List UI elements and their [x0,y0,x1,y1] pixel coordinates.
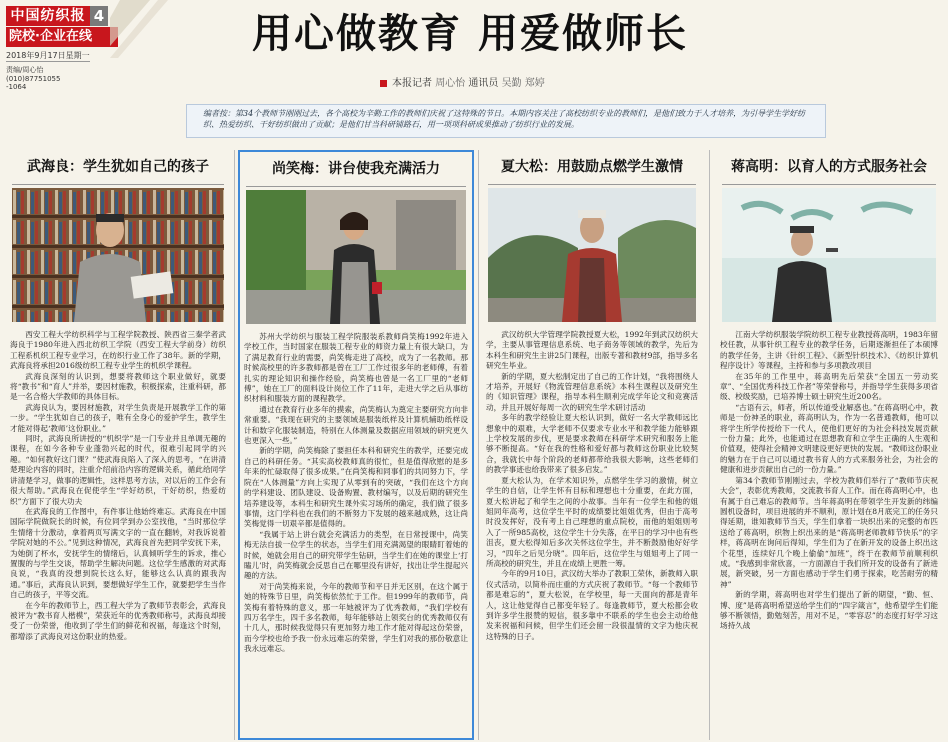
paragraph: 武汉纺织大学管理学院教授夏大松，1992年到武汉纺织大学，主要从事管理信息系统、电子商务等领域的教学，先后为本科生和研究生主讲25门课程，出版专著和教材9部，指导多名研究生毕业。 [486,330,698,371]
paragraph: 第34个教师节刚刚过去，学校为教师们举行了“教师节庆祝大会”，表彰优秀教师，交流教书育人工作。而在蒋高明心中，也有属于自己难忘的教师节。当年蒋高明在带领学生开发新的纬编圆机设备时，项目进展的并不顺利，原计划在8月底完工的任务只得延期，谁知教师节当天，学生们拿着一块织出来的完整的布匹送给了蒋高明，织物上织出来的是“蒋高明老师教师节快乐”的字样，蒋高明在询问后得知，学生们为了在新开发的设备上织出这个花型，连续好几个晚上偷偷“加班”，终于在教师节前顺利织成。“我感到非常欣喜，一方面源自于我们所开发的设备有了新进展，新突破，另一方面也感动于学生们勇于探索，吃苦耐劳的精神” [720,475,938,589]
article-title: 夏大松：用鼓励点燃学生激情 [482,156,702,178]
byline [380,74,545,89]
editor-note: 编者按：第34个教师节刚刚过去，各个高校为辛勤工作的教师们庆祝了这特殊的节日。本期内容关注了高校纺织专业的教师们，是他们致力于人才培养，为引导学生学好纺织、热爱纺织、干好纺织做出了贡献；是他们甘当科研铺路石，用一项项科研成果推动了纺织行业的发展。 [186,104,826,138]
article-body [244,332,468,738]
newspaper-logo: 中国纺织报 [6,6,90,26]
paragraph: 今年的9月10日，武汉纺大举办了教职工荣休，新教师入职仪式活动，以简朴而庄重的方式庆祝了教师节。“每一个教师节都是难忘的”，夏大松说，在学校里，每一天面向的都是青年人，这让他觉得自己都变年轻了。每逢教师节，夏大松都会收到许多学生报赞的短信，很多靠中不联系的学生也会主动给他发来祝福和问候，但学生们还会留一段很温情的文字为他庆祝这特殊的日子。 [486,569,698,641]
profile-article-highlighted [238,150,474,740]
paragraph: 新的学期，尚笑梅除了要担任本科和研究生的教学，还要完成自己的科研任务。“其实高校教师真的很忙，但是值得欣慰的是多年来的忙碌取得了很多成果。”在尚笑梅和同事们的共同努力下，学院在“人体测量”方向上实现了从零到有的突破，“我们在这个方向的学科建设、团队建设、设备购置、教材编写，以及后期的研究生培养建设等，本科生和研究生课外实习场所的确定，我们做了很多事情，这门学科也在我们的不断努力下发展的越来越成熟，这让尚笑梅觉得一切艰辛都是值得的。 [244,446,468,529]
column-divider [234,150,235,740]
paragraph: 西安工程大学纺织科学与工程学院教授、陕西省三秦学者武海良于1980年进入西北纺织工学院（西安工程大学前身）纺织工程系机织工程专业学习，在纺织行业工作了38年。新的学期，武海良将承担2016级纺织工程专业学生的机织学课程。 [10,330,226,371]
paragraph: 江南大学纺织服装学院纺织工程专业教授蒋高明，1983年留校任教，从事针织工程专业的教学任务，后期逐渐担任了本硕博的教学任务，主讲《针织工程》、《新型针织技术》、《纺织计算机程序设计》等课程，主持和参与多项教改项目 [720,330,938,371]
page-headline: 用心做教育 用爱做师长 [252,11,688,57]
article-title: 尚笑梅：讲台使我充满活力 [240,158,472,180]
profile-article [6,150,230,740]
issue-date: 2018年9月17日星期一 [6,51,90,60]
masthead [0,0,205,96]
diagonal-stripe-decoration [110,0,210,58]
portrait-photo [246,190,466,324]
profile-article [716,150,942,740]
paragraph: 新的学期，夏大松制定出了自己的工作计划，“我将围绕人才培养，开展好《物流管理信息系统》本科生课程以及研究生的《知识管理》课程，指导本科生顺利完成学年论文和竞赛活动，并且开展好每周一次的研究生学术研讨活动 [486,371,698,412]
editor-line: -1064 [6,83,27,91]
editor-line: (010)87751055 [6,74,61,83]
paragraph: 在35年的工作里中，蒋高明先后荣获“全国五一劳动奖章”、“全国优秀科技工作者”等荣誉称号，并指导学生获得多项省级、校级奖励，已培养博士硕士研究生近200名。 [720,371,938,402]
paragraph: 通过在教育行业多年的摸索，尚笑梅认为奠定主要研究方向非常重要。“我现在研究的主要领域是服装纸样及计算机辅助纸样设计和数字化服装制造，特别在人体测量及数据应用领域的研究更久也更深入一些。” [244,404,468,446]
paragraph: 对于尚笑梅来说，今年的教师节和平日并无区别，在这个属于她的特殊节日里，尚笑梅依然忙于工作。但1999年的教师节，尚笑梅有着特殊的意义，那一年她被评为了优秀教师，“我们学校有四万名学生，四千多名教师，每年能够站上领奖台的优秀教师仅有十几人，那时候我觉得只有更加努力地工作才能对得起这份荣誉，而今学校也给予我一份永远难忘的荣誉，学生们对我的那份敬意让我永远难忘。 [244,581,468,654]
byline-reporter: 周心怡 [435,78,466,89]
profile-article [482,150,702,740]
square-bullet-icon [380,80,387,87]
section-title: 院校·企业在线 [6,27,118,47]
byline-prefix: 本报记者 [392,78,432,89]
editor-line: 责编/周心怡 [6,66,44,74]
byline-correspondents: 吴勤 郑婷 [501,78,545,89]
paragraph: “我属于站上讲台就会充满活力的类型，在日常授课中，尚笑梅无法自拔一位学生的状态，当学生们用充满渴望的眼睛盯着她的时候，她就会用自己的研究带学生钻研，当学生们在她的课堂上‘打瞌儿’时，尚笑梅就会反思自己在哪里没有讲好，找出让学生提起兴趣的方法。 [244,529,468,581]
portrait-photo [12,188,224,322]
page-number: 4 [90,6,108,26]
paragraph: 夏大松认为，在学术知识外，点燃学生学习的激情，树立学生的自信，让学生怀有目标和理想也十分重要，在此方面，夏大松讲起了和学生之间的小故事。当年有一位学生和他的姐姐同年高考，这位学生平时的成绩要比姐姐优秀，但由于高考时没发挥好，没有考上自己理想的重点院校，而他的姐姐则考入了一所985高校，这位学生十分失落，在平日的学习中也有些沮丧，夏大松得知后多次关怀这位学生，并不断鼓励他好好学习，“四年之后见分晓”。四年后，这位学生与姐姐考上了同一所高校的研究生，并且在成绩上更胜一筹。 [486,475,698,568]
article-body [720,330,938,740]
editor-info [6,66,66,92]
paragraph: “古语有云，师者，所以传道受业解惑也。”在蒋高明心中，教师是一份神圣的职业，蒋高明认为，作为一名普通教师，他可以将学生所学传授给下一代人，使他们更好的为社会科技发展贡献一份力量；此外，也能通过在思想教育和立学生正确的人生观和价值观，使得社会精神文明建设更好更快的发展。“教师这份职业的魅力在于自己可以通过教书育人的方式来服务社会，为社会的健康和进步贡献出自己的一份力量。” [720,402,938,475]
paragraph: 新的学期，蒋高明也对学生们提出了新的期望，“勤、恒、博、度”是蒋高明希望送给学生们的“四字箴言”，他希望学生们能够不断领悟，勤勉刻苦，用对不足，“零容忍”的态度打好学习这场持久战 [720,590,938,631]
paragraph: 武海良认为，要因材施教，对学生负责是开展教学工作的第一步。“学生犹如自己的孩子，唯有全身心的爱护学生，教学生才能对得起‘教师’这份职业。” [10,402,226,433]
byline-mid: 通讯员 [468,78,499,89]
column-divider [478,150,479,740]
article-body [486,330,698,740]
article-title: 武海良：学生犹如自己的孩子 [6,156,230,178]
article-title: 蒋高明：以育人的方式服务社会 [716,156,942,178]
paragraph: 同时，武海良所讲授的“机织学”是一门专业并且单调无趣的课程，在如今各种专业蓬勃兴起的时代，很难引起同学的兴趣。“如何教好这门课？”使武海良陷入了深入的思考，“在讲清楚理论内容的同时，注重介绍前沿内容的逻辑关系，循此给同学讲清楚学习，做事的逻辑性，这样思考方法，对以后的工作会有很大帮助。”武海良在促使学生“学好纺织，干好纺织，热爱纺织”方面下了很大功夫 [10,434,226,506]
paragraph: 在武海良的工作图中，有件事让他始终难忘。武海良在中国国际学院做院长的时候，有位同学到办公室找他，“当时那位学生情绪十分激动，拿着两页写满文字的一直在翻转，对我诉说着学院对她的不公。”见到这种情况，武海良首先把同学安抚下来，为她倒了杯水，安抚学生的情绪后，认真倾听学生的诉求，推心置腹的与学生交谈，帮助学生解决问题。这位学生感激的对武海良说，“我真的没想到院长这么好，能够这么认真的跟我沟通。”事后，武海良认识到，要想做好学生工作，就要把学生当作自己的孩子，平等交流。 [10,506,226,600]
article-body [10,330,226,740]
column-divider [709,150,710,740]
portrait-photo [488,188,696,322]
paragraph: 武海良深刻的认识到，想要将教师这个职业做好，就要将“教书”和“育人”并举，要因材施教，积极探索，注重科研，都是一名合格大学教师的具体目标。 [10,371,226,402]
paragraph: 多年的教学经验让夏大松认识到，做好一名大学教师远比想象中的艰难，大学老师不仅要求专业水平和教学能力能够跟上学校发展的步伐，更是要求教师在科研学术研究和服务上能够不断提高。“好在我的性格和爱好都与教师这份职业比较契合，我就长中每个阶段的老师都带给我很大影响，这些老师们的教学事迹也给我带来了很多启发。” [486,413,698,475]
paragraph: 在今年的教师节上，西工程大学为了教师节表彰会，武海良被评为“教书育人楷模”，荣获近年的优秀教师称号，武海良却接受了一份荣誉，他收到了学生们的鲜花和祝福，每逢这个时刻，都增添了武海良对这份职业的热爱。 [10,600,226,641]
portrait-photo [722,188,936,322]
paragraph: 苏州大学纺织与服装工程学院服装系教师尚笑梅1992年进入学校工作，当时国家在服装工程专业的师资力量上有很大缺口，为了满足教育行业的需要，尚笑梅走进了高校，成为了一名教师。那时候高校里的许多教师都是曾在工厂工作过很多年的老师傅，有着扎实的理论知识和操作经验，尚笑梅也曾是一名工厂里的“老师傅”，她在工厂的面料设计岗位工作了11年，走进大学之后从事纺织材料和服装方面的课程教学。 [244,332,468,404]
